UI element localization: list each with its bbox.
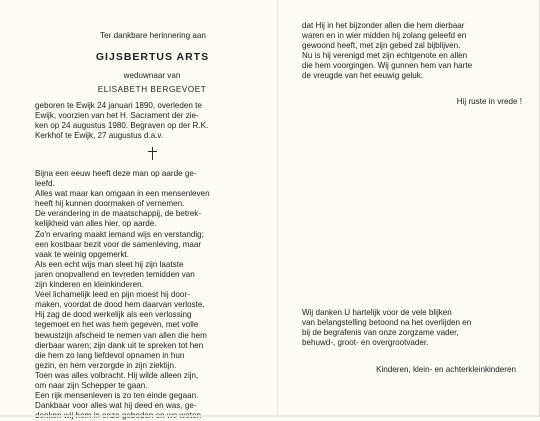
text-line: tegemoet en het was hem gegeven, met volle: [35, 320, 199, 330]
text-line: Nu is hij verenigd met zijn echtgenote en allen: [302, 51, 468, 61]
text-line: Toen was alles volbracht. Hij wilde alleen zijn,: [35, 370, 199, 380]
eulogy-text: [35, 169, 280, 421]
bio-line: ken op 24 augustus 1980. Begraven op der R.K.: [35, 121, 209, 131]
intro-text: Ter dankbare herinnering aan: [100, 31, 206, 40]
cross-icon: [146, 147, 160, 161]
text-line: Veel lichamelijk leed en pijn moest hij door-: [35, 290, 190, 300]
text-line: zijn kinderen en kleinkinderen.: [35, 280, 144, 290]
text-line: bewustzijn afscheid te nemen van allen die hem: [35, 330, 207, 340]
text-line: gewoond heeft, met zijn gebed zal bijblijven.: [302, 41, 461, 51]
thanks-line: bij de begrafenis van onze zorgzame vader,: [302, 328, 459, 338]
bio-line: Ewijk, voorzien van het H. Sacrament der zie-: [35, 111, 199, 121]
continued-text: [302, 21, 540, 82]
text-line: Dankbaar voor alles wat hij deed en was, ge-: [35, 401, 197, 411]
bio-line: Kerkhof te Ewijk, 27 augustus d.a.v.: [35, 131, 164, 141]
rest-in-peace-text: Hij ruste in vrede !: [456, 97, 522, 106]
text-line: Hij zag de dood werkelijk als een verlossing: [35, 310, 192, 320]
text-line: een kostbaar bezit voor de samenleving, maar: [35, 239, 202, 249]
text-line: Alles wat maar kan omgaan in een mensenleven: [35, 189, 210, 199]
biography: [35, 101, 280, 141]
family-signature: Kinderen, klein- en achterkleinkinderen: [376, 365, 516, 374]
text-line: maken, voordat de dood hem daarvan verloste.: [35, 300, 205, 310]
text-line: waren en in wier midden hij zolang geleefd en: [302, 31, 467, 41]
thanks-line: van belangstelling betoond na het overlijden en: [302, 318, 472, 328]
text-line: vaak te weinig opgemerkt.: [35, 249, 130, 259]
widow-of-text: weduwnaar van: [123, 71, 181, 80]
text-line: die hem zo lang liefdevol opnamen in hun: [35, 350, 185, 360]
text-line: die hem voorgingen. Wij gunnen hem van harte: [302, 61, 473, 71]
text-line: Als een echt wijs man sleet hij zijn laatste: [35, 259, 184, 269]
text-line: kelijkheid van alles hier, op aarde.: [35, 219, 157, 229]
text-line: Een rijk mensenleven is zo ten einde gegaan.: [35, 391, 199, 401]
text-line: dierbaar waren; zijn dank uit te spreken tot hen: [35, 340, 204, 350]
bio-line: geboren te Ewijk 24 januari 1890, overleden te: [35, 101, 202, 110]
thanks-line: Wij danken U hartelijk voor de vele blijken: [302, 308, 452, 317]
text-line: De verandering in de maatschappij, de betrek-: [35, 209, 202, 219]
text-line: heeft hij kunnen doormaken of vernemen.: [35, 199, 185, 209]
text-line: Bijna een eeuw heeft deze man op aarde ge-: [35, 169, 197, 178]
deceased-name: GIJSBERTUS ARTS: [95, 51, 210, 63]
text-line: jaren onopvallend en tevreden temidden van: [35, 269, 195, 279]
text-line: om naar zijn Schepper te gaan.: [35, 380, 148, 390]
text-line: dat Hij in het bijzonder allen die hem dierbaar: [302, 21, 465, 30]
text-line: Zo'n ervaring maakt iemand wijs en verstandig;: [35, 229, 204, 239]
text-line: leefd.: [35, 179, 55, 189]
text-line: gezin, en hem verzorgde in zijn ziektijn.: [35, 360, 177, 370]
spouse-name: ELISABETH BERGEVOET: [97, 85, 207, 94]
text-line: de vreugde van het eeuwig geluk.: [302, 71, 424, 81]
thanks-line: behuwd-, groot- en overgrootvader.: [302, 338, 429, 348]
thanks-text: [302, 308, 538, 348]
